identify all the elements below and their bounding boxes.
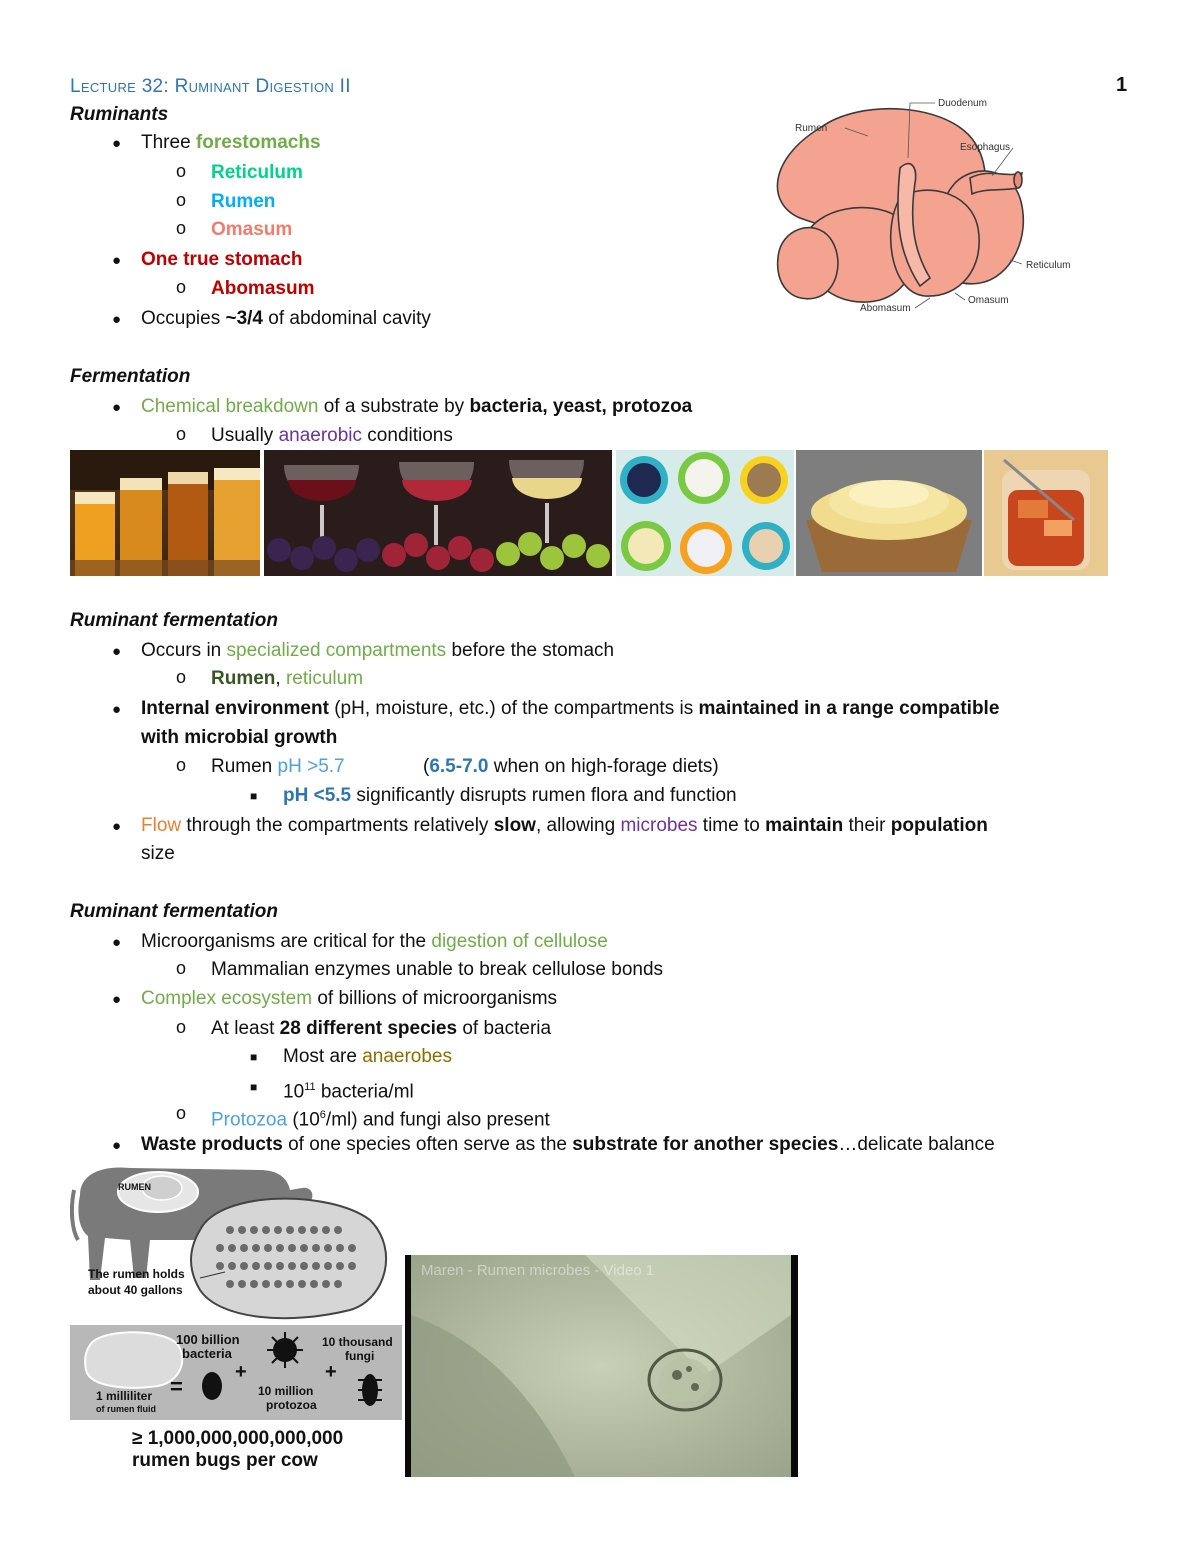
bullet-icon: ● [112, 311, 122, 328]
sub-bullet-icon: o [176, 667, 187, 687]
kimchi-photo [984, 450, 1108, 576]
bullet-icon: ● [112, 991, 122, 1008]
list-item-continuation: with microbial growth [141, 727, 338, 748]
ml-blob-icon [85, 1332, 182, 1387]
square-bullet-icon: ■ [250, 1050, 258, 1064]
list-item: Omasum [211, 219, 293, 240]
label-reticulum: Reticulum [1026, 260, 1071, 271]
bacteria-label: bacteria [182, 1346, 232, 1361]
sauerkraut-illustration [796, 450, 982, 576]
rumen-label: RUMEN [118, 1182, 151, 1192]
video-caption: Maren - Rumen microbes - Video 1 [421, 1262, 655, 1279]
bullet-icon: ● [112, 643, 122, 660]
list-item: Reticulum [211, 162, 303, 183]
bullet-icon: ● [112, 135, 122, 152]
yogurt-photo [616, 450, 794, 576]
protozoa-label: protozoa [266, 1398, 317, 1412]
fungi-count-label: 10 thousand [322, 1335, 393, 1349]
video-frame[interactable] [405, 1255, 798, 1477]
esophagus-opening [1014, 172, 1022, 188]
square-bullet-icon: ■ [250, 1080, 258, 1094]
total-sub-label: rumen bugs per cow [132, 1450, 318, 1471]
wine-illustration [264, 450, 612, 576]
bullet-icon: ● [112, 934, 122, 951]
list-item: Abomasum [211, 278, 315, 299]
label-abomasum: Abomasum [860, 303, 911, 314]
sauerkraut-photo [796, 450, 982, 576]
ml-label: 1 milliliter [96, 1389, 153, 1403]
wine-photo [264, 450, 612, 576]
list-item: Waste products of one species often serve as the substrate for another species…delicate balance [141, 1134, 995, 1155]
rumen-large-shape [191, 1199, 386, 1319]
beer-photo [70, 450, 260, 576]
square-bullet-icon: ■ [250, 789, 258, 803]
microscope-frame-illustration [405, 1255, 798, 1477]
page-title: Lecture 32: Ruminant Digestion II [70, 76, 351, 97]
sub-bullet-icon: o [176, 190, 187, 210]
fungi-label: fungi [345, 1349, 375, 1363]
holds-label: The rumen holds [88, 1267, 185, 1281]
protozoa-count-label: 10 million [258, 1384, 314, 1398]
list-item-aside: (6.5-7.0 when on high-forage diets) [423, 756, 719, 777]
list-item-continuation: size [141, 843, 175, 864]
label-rumen: Rumen [795, 123, 828, 134]
list-item: Occupies ~3/4 of abdominal cavity [141, 308, 431, 329]
list-item: Mammalian enzymes unable to break cellulose bonds [211, 959, 664, 980]
rumen-infographic [70, 1160, 402, 1478]
list-item: Three forestomachs [141, 132, 321, 153]
sub-bullet-icon: o [176, 161, 187, 181]
list-item: Occurs in specialized compartments before the stomach [141, 640, 615, 661]
list-item: Protozoa $(10^6/ml)$ and fungi also present [211, 1109, 550, 1131]
equals-sign-icon: = [170, 1374, 183, 1399]
page-number: 1 [1116, 74, 1128, 96]
list-item: One true stomach [141, 249, 303, 270]
ml-sub-label: of rumen fluid [96, 1404, 156, 1414]
abomasum-lobe-shape [778, 228, 838, 299]
list-item: Chemical breakdown of a substrate by bacteria, yeast, protozoa [141, 396, 693, 417]
heading-ruminant-fermentation-2: Ruminant fermentation [70, 901, 278, 922]
gallons-label: about 40 gallons [88, 1283, 183, 1297]
bullet-icon: ● [112, 399, 122, 416]
yogurt-illustration [616, 450, 794, 576]
kimchi-illustration [984, 450, 1108, 576]
total-count-label: ≥ 1,000,000,000,000,000 [132, 1428, 344, 1449]
list-item: Most are anaerobes [283, 1046, 452, 1067]
bullet-icon: ● [112, 252, 122, 269]
sub-bullet-icon: o [176, 958, 187, 978]
list-item: Internal environment (pH, moisture, etc.) of the compartments is maintained in a range compatible [141, 698, 1000, 719]
sub-bullet-icon: o [176, 755, 187, 775]
list-item: pH <5.5 significantly disrupts rumen flora and function [283, 785, 737, 806]
bacteria-icon [202, 1372, 222, 1400]
heading-ruminant-fermentation-1: Ruminant fermentation [70, 610, 278, 631]
list-item: Microorganisms are critical for the digestion of cellulose [141, 931, 608, 952]
list-item: Flow through the compartments relatively slow, allowing microbes time to maintain their population [141, 815, 988, 836]
bullet-icon: ● [112, 701, 122, 718]
bullet-icon: ● [112, 1137, 122, 1154]
list-item: $10^{11}$ bacteria/ml [283, 1081, 414, 1103]
heading-fermentation: Fermentation [70, 366, 191, 387]
beer-illustration [70, 450, 260, 576]
label-duodenum: Duodenum [938, 98, 987, 109]
sub-bullet-icon: o [176, 218, 187, 238]
bacteria-count-label: 100 billion [176, 1332, 240, 1347]
plus-sign-icon-2: + [325, 1361, 337, 1383]
sub-bullet-icon: o [176, 424, 187, 444]
list-item: Usually anaerobic conditions [211, 425, 453, 446]
list-item: Rumen pH >5.7 [211, 756, 345, 777]
list-item: Complex ecosystem of billions of microorganisms [141, 988, 558, 1009]
stomach-diagram [760, 88, 1100, 328]
plus-sign-icon: + [235, 1361, 247, 1383]
label-esophagus: Esophagus [960, 142, 1011, 153]
list-item: At least 28 different species of bacteria [211, 1018, 552, 1039]
heading-ruminants: Ruminants [70, 104, 169, 125]
list-item: Rumen [211, 191, 276, 212]
sub-bullet-icon: o [176, 1017, 187, 1037]
label-omasum: Omasum [968, 295, 1009, 306]
sub-bullet-icon: o [176, 1103, 187, 1123]
sub-bullet-icon: o [176, 277, 187, 297]
bullet-icon: ● [112, 818, 122, 835]
list-item: Rumen, reticulum [211, 668, 364, 689]
